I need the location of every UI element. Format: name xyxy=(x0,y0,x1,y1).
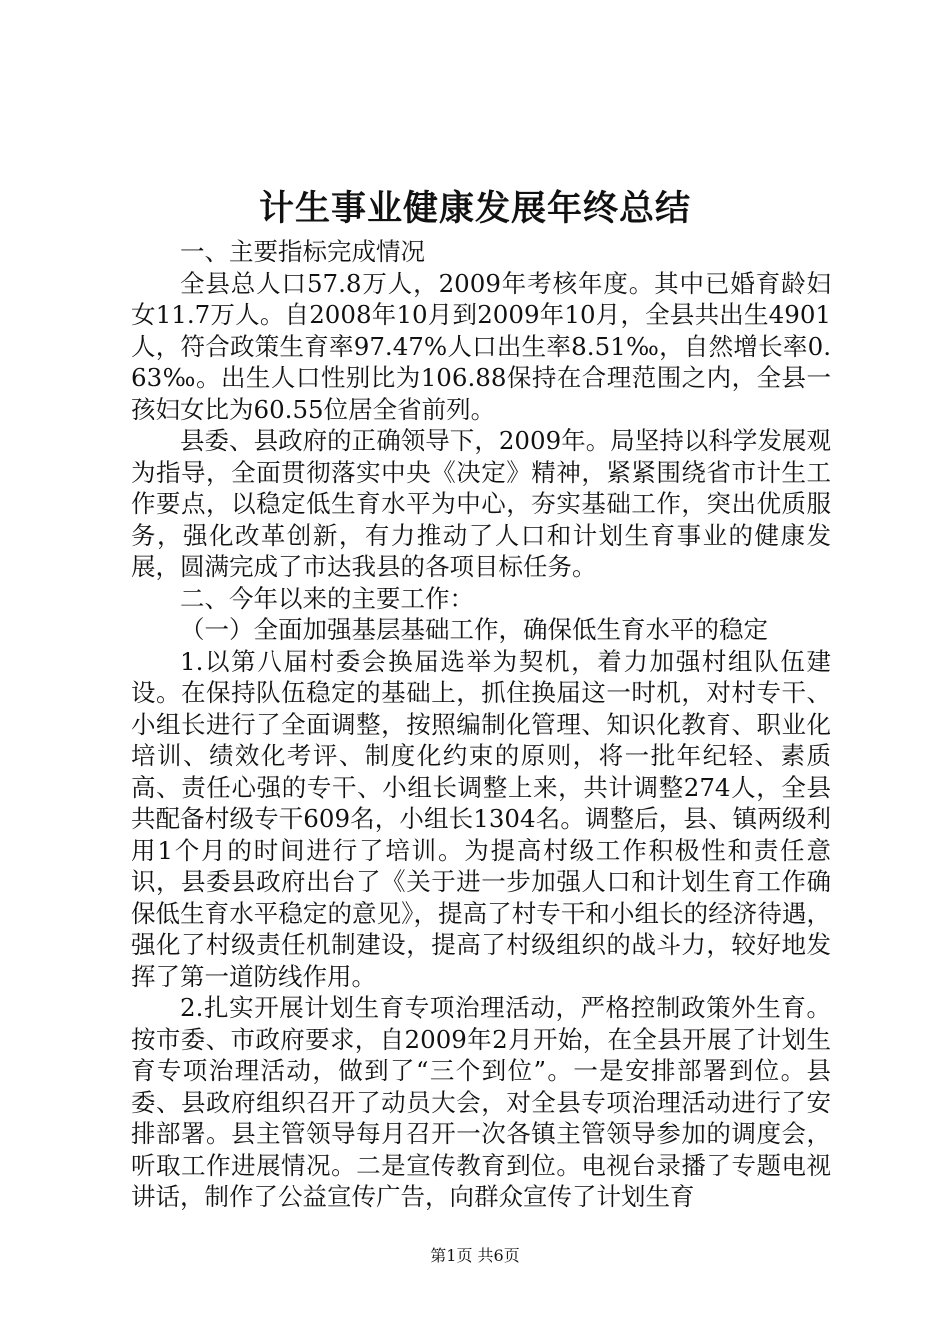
subsection-heading-grassroots-work: （一）全面加强基层基础工作，确保低生育水平的稳定 xyxy=(180,615,768,644)
paragraph-special-rectification: 2.扎实开展计划生育专项治理活动，严格控制政策外生育。按市委、市政府要求，自2009年2月开始，在全县开展了计划生育专项治理活动，做到了“三个到位”。一是安排部署到位。县委、县政府组织召开了动员大会，对全县专项治理活动进行了安排部署。县主管领导每月召开一次各镇主管领导参加的调度会，听取工作进展情况。二是宣传教育到位。电视台录播了专题电视讲话，制作了公益宣传广告，向群众宣传了计划生育 xyxy=(131,993,831,1211)
section-heading-main-work: 二、今年以来的主要工作： xyxy=(180,583,474,613)
paragraph-village-team-building: 1.以第八届村委会换届选举为契机，着力加强村组队伍建设。在保持队伍稳定的基础上，抓住换届这一时机，对村专干、小组长进行了全面调整，按照编制化管理、知识化教育、职业化培训、绩效化考评、制度化约束的原则，将一批年纪轻、素质高、责任心强的专干、小组长调整上来，共计调整274人，全县共配备村级专干609名，小组长1304名。调整后，县、镇两级利用1个月的时间进行了培训。为提高村级工作积极性和责任意识，县委县政府出台了《关于进一步加强人口和计划生育工作确保低生育水平稳定的意见》，提高了村专干和小组长的经济待遇，强化了村级责任机制建设，提高了村级组织的战斗力，较好地发挥了第一道防线作用。 xyxy=(131,646,831,991)
paragraph-population-statistics: 全县总人口57.8万人，2009年考核年度。其中已婚育龄妇女11.7万人。自2008年10月到2009年10月，全县共出生4901人，符合政策生育率97.47%人口出生率8.51‰，自然增长率0.63‰。出生人口性别比为106.88保持在合理范围之内，全县一孩妇女比为60.55位居全省前列。 xyxy=(131,268,831,424)
document-title: 计生事业健康发展年终总结 xyxy=(258,188,691,229)
section-heading-main-indicators: 一、主要指标完成情况 xyxy=(180,237,425,266)
page-number-footer: 第1页 共6页 xyxy=(430,1246,520,1265)
document-body xyxy=(131,236,831,1213)
paragraph-leadership-summary: 县委、县政府的正确领导下，2009年。局坚持以科学发展观为指导，全面贯彻落实中央《决定》精神，紧紧围绕省市计生工作要点，以稳定低生育水平为中心，夯实基础工作，突出优质服务，强化改革创新，有力推动了人口和计划生育事业的健康发展，圆满完成了市达我县的各项目标任务。 xyxy=(131,426,831,581)
